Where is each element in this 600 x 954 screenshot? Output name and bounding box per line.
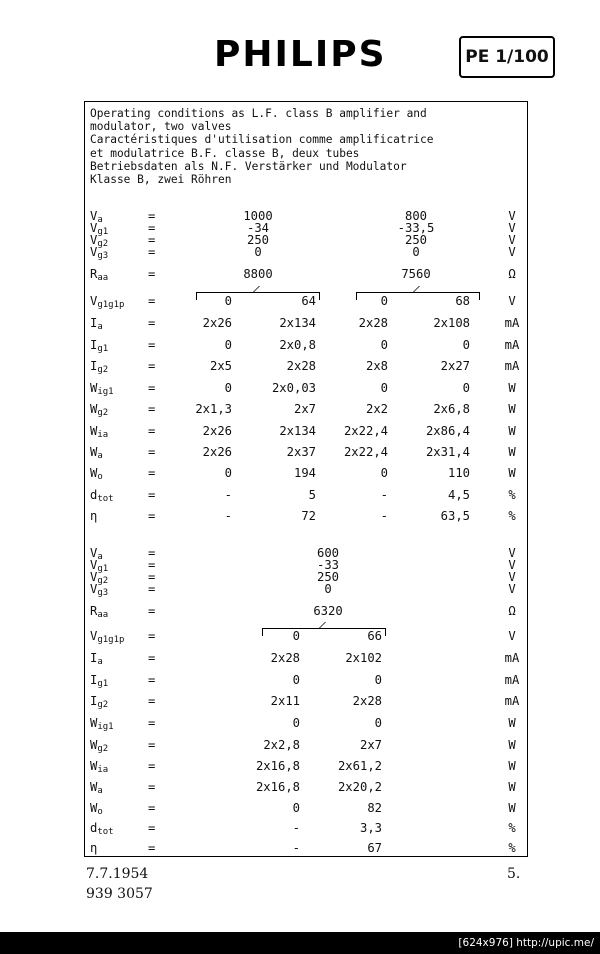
symbol-letter: V [90,558,98,572]
symbol-subscript: o [97,472,103,482]
symbol-subscript: g2 [97,365,109,375]
value-col-1: 2x11 [270,694,300,708]
value-col-2: 66 [367,629,382,643]
unit-label: W [508,801,516,815]
symbol-subscript: o [97,807,103,817]
symbol-letter: W [90,402,98,416]
symbol-letter: W [90,759,98,773]
value-col-2: 2x61,2 [337,759,382,773]
equals-sign: = [148,233,156,247]
symbol-letter: d [90,821,98,835]
parameter-symbol [90,648,134,672]
value-col-3: - [380,488,388,502]
value-col-2: 2x134 [279,316,316,330]
equals-sign: = [148,546,156,560]
symbol-subscript: ig1 [97,722,114,732]
value-col-2: 3,3 [359,821,382,835]
equals-sign: = [148,466,156,480]
supply-row [0,264,600,284]
unit-label: % [508,509,516,523]
parameter-symbol [90,691,134,715]
value-col-1: 0 [324,582,332,596]
supply-row [0,601,600,621]
data-row [0,399,600,419]
unit-label: V [508,546,516,560]
equals-sign: = [148,402,156,416]
value-col-2: 2x0,03 [271,381,316,395]
value-col-2: 250 [404,233,427,247]
unit-label: W [508,738,516,752]
equals-sign: = [148,821,156,835]
intro-line: modulator, two valves [90,120,232,134]
value-col-1: 250 [316,570,339,584]
symbol-subscript: a [97,215,103,225]
symbol-letter: W [90,738,98,752]
value-col-1: 0 [254,245,262,259]
data-row [0,378,600,398]
value-col-2: 2x7 [359,738,382,752]
value-col-4: 2x86,4 [425,424,470,438]
equals-sign: = [148,759,156,773]
symbol-subscript: a [97,451,103,461]
unit-label: % [508,841,516,855]
symbol-letter: V [90,582,98,596]
unit-label: V [508,582,516,596]
unit-label: mA [504,359,520,373]
intro-line: Caractéristiques d'utilisation comme amplificatrice [90,133,434,147]
value-col-2: 82 [367,801,382,815]
value-col-4: 0 [462,338,470,352]
value-col-2: 194 [293,466,316,480]
equals-sign: = [148,582,156,596]
value-col-2: 67 [367,841,382,855]
value-col-3: 2x22,4 [343,424,388,438]
symbol-letter: V [90,233,98,247]
equals-sign: = [148,651,156,665]
symbol-letter: V [90,629,98,643]
supply-row [0,242,600,262]
unit-label: W [508,780,516,794]
symbol-letter: W [90,381,98,395]
value-col-2: 800 [404,209,427,223]
symbol-subscript: aa [97,273,109,283]
symbol-subscript: g1g1p [97,635,125,645]
value-col-1: 2x26 [202,424,232,438]
symbol-letter: I [90,673,98,687]
data-row [0,485,600,505]
footer-doc-number: 939 3057 [86,886,153,902]
symbol-subscript: ia [97,430,109,440]
value-col-1: 2x1,3 [195,402,232,416]
unit-label: W [508,424,516,438]
symbol-subscript: tot [97,827,114,837]
value-col-4: 2x6,8 [433,402,470,416]
data-row [0,818,600,838]
data-row [0,313,600,333]
unit-label: mA [504,316,520,330]
symbol-letter: W [90,716,98,730]
intro-line: Klasse B, zwei Röhren [90,173,232,187]
symbol-subscript: g2 [97,239,109,249]
value-col-1: 0 [292,801,300,815]
equals-sign: = [148,424,156,438]
symbol-subscript: ig1 [97,387,114,397]
symbol-subscript: g2 [97,576,109,586]
symbol-letter: R [90,267,98,281]
value-col-2: 2x134 [279,424,316,438]
equals-sign: = [148,673,156,687]
value-col-1: 0 [224,381,232,395]
equals-sign: = [148,801,156,815]
unit-label: % [508,821,516,835]
unit-label: W [508,402,516,416]
symbol-subscript: g2 [97,700,109,710]
value-col-3: 2x8 [365,359,388,373]
value-col-3: 0 [380,466,388,480]
value-col-2: 7560 [401,267,431,281]
value-col-2: -33,5 [397,221,435,235]
value-col-2: 64 [301,294,316,308]
parameter-symbol [90,713,134,737]
unit-label: mA [504,673,520,687]
equals-sign: = [148,780,156,794]
unit-label: Ω [508,267,516,281]
value-col-1: 2x26 [202,445,232,459]
value-col-4: 2x27 [440,359,470,373]
value-col-1: 6320 [313,604,343,618]
equals-sign: = [148,338,156,352]
symbol-letter: V [90,221,98,235]
value-col-1: 0 [224,338,232,352]
symbol-subscript: a [97,322,103,332]
value-col-1: -33 [316,558,339,572]
data-row [0,777,600,797]
image-host-stamp: [624x976] http://upic.me/ [0,932,600,954]
symbol-subscript: g1g1p [97,300,125,310]
data-row [0,713,600,733]
value-col-2: 2x20,2 [337,780,382,794]
symbol-letter: W [90,445,98,459]
unit-label: V [508,570,516,584]
value-col-2: 2x37 [286,445,316,459]
value-col-3: - [380,509,388,523]
data-row [0,442,600,462]
data-row [0,291,600,311]
symbol-subscript: a [97,786,103,796]
unit-label: mA [504,694,520,708]
unit-label: mA [504,651,520,665]
symbol-subscript: g1 [97,227,109,237]
parameter-symbol [90,838,134,862]
unit-label: W [508,466,516,480]
value-col-1: - [292,821,300,835]
value-col-3: 2x2 [365,402,388,416]
parameter-symbol [90,356,134,380]
value-col-4: 2x31,4 [425,445,470,459]
data-row [0,421,600,441]
data-row [0,648,600,668]
symbol-letter: W [90,466,98,480]
value-col-3: 0 [380,381,388,395]
unit-label: V [508,629,516,643]
symbol-subscript: a [97,657,103,667]
symbol-letter: V [90,546,98,560]
value-col-2: 2x28 [286,359,316,373]
data-row [0,626,600,646]
equals-sign: = [148,488,156,502]
unit-label: % [508,488,516,502]
value-col-4: 4,5 [447,488,470,502]
value-col-4: 110 [447,466,470,480]
parameter-symbol [90,264,134,288]
value-col-1: 0 [292,716,300,730]
data-row [0,756,600,776]
value-col-4: 63,5 [440,509,470,523]
value-col-3: 2x28 [358,316,388,330]
equals-sign: = [148,294,156,308]
parameter-symbol [90,626,134,650]
symbol-letter: R [90,604,98,618]
footer-page-number: 5. [507,866,521,882]
value-col-1: 2x28 [270,651,300,665]
parameter-symbol [90,579,134,603]
supply-row [0,579,600,599]
value-col-1: 8800 [243,267,273,281]
symbol-letter: V [90,294,98,308]
equals-sign: = [148,445,156,459]
symbol-subscript: g1 [97,344,109,354]
symbol-subscript: g1 [97,564,109,574]
equals-sign: = [148,509,156,523]
philips-logo: PHILIPS [214,34,387,75]
parameter-symbol [90,242,134,266]
data-row [0,691,600,711]
value-col-2: 0 [412,245,420,259]
data-row [0,670,600,690]
footer-date: 7.7.1954 [86,866,149,882]
equals-sign: = [148,381,156,395]
symbol-letter: W [90,424,98,438]
symbol-letter: W [90,780,98,794]
value-col-3: 0 [380,294,388,308]
equals-sign: = [148,316,156,330]
value-col-2: 72 [301,509,316,523]
symbol-letter: I [90,338,98,352]
equals-sign: = [148,359,156,373]
symbol-subscript: g2 [97,744,109,754]
equals-sign: = [148,558,156,572]
value-col-1: 1000 [243,209,273,223]
value-col-1: 2x26 [202,316,232,330]
data-row [0,838,600,858]
symbol-subscript: aa [97,610,109,620]
value-col-1: -34 [246,221,269,235]
value-col-2: 0 [374,716,382,730]
value-col-4: 68 [455,294,470,308]
value-col-3: 0 [380,338,388,352]
symbol-subscript: a [97,552,103,562]
symbol-letter: V [90,245,98,259]
equals-sign: = [148,604,156,618]
symbol-subscript: g3 [97,251,109,261]
value-col-1: - [292,841,300,855]
unit-label: mA [504,338,520,352]
data-row [0,735,600,755]
value-col-2: 5 [308,488,316,502]
value-col-4: 2x108 [433,316,470,330]
symbol-letter: I [90,651,98,665]
equals-sign: = [148,629,156,643]
data-row [0,335,600,355]
unit-label: V [508,233,516,247]
value-col-1: 2x16,8 [255,780,300,794]
value-col-4: 0 [462,381,470,395]
unit-label: V [508,558,516,572]
value-col-2: 2x102 [345,651,382,665]
equals-sign: = [148,570,156,584]
equals-sign: = [148,221,156,235]
unit-label: W [508,759,516,773]
parameter-symbol [90,291,134,315]
unit-label: W [508,445,516,459]
symbol-letter: η [90,509,98,523]
data-row [0,463,600,483]
symbol-letter: W [90,801,98,815]
value-col-2: 0 [374,673,382,687]
parameter-symbol [90,506,134,530]
value-col-1: 250 [246,233,269,247]
intro-line: et modulatrice B.F. classe B, deux tubes [90,146,360,160]
symbol-letter: I [90,694,98,708]
value-col-1: 2x2,8 [263,738,300,752]
equals-sign: = [148,245,156,259]
symbol-subscript: ia [97,765,109,775]
unit-label: W [508,716,516,730]
symbol-subscript: g2 [97,408,109,418]
intro-line: Betriebsdaten als N.F. Verstärker und Modulator [90,159,407,173]
unit-label: V [508,221,516,235]
equals-sign: = [148,716,156,730]
unit-label: V [508,209,516,223]
equals-sign: = [148,738,156,752]
value-col-1: 0 [224,466,232,480]
symbol-letter: η [90,841,98,855]
symbol-letter: I [90,359,98,373]
symbol-letter: V [90,570,98,584]
value-col-1: 0 [292,673,300,687]
unit-label: V [508,245,516,259]
intro-text [90,107,526,186]
parameter-symbol [90,463,134,487]
value-col-1: - [224,509,232,523]
intro-line: Operating conditions as L.F. class B amplifier and [90,107,427,120]
parameter-symbol [90,601,134,625]
symbol-subscript: tot [97,494,114,504]
unit-label: V [508,294,516,308]
value-col-3: 2x22,4 [343,445,388,459]
parameter-symbol [90,313,134,337]
symbol-letter: I [90,316,98,330]
value-col-2: 2x0,8 [279,338,316,352]
symbol-subscript: g3 [97,588,109,598]
symbol-letter: d [90,488,98,502]
data-row [0,356,600,376]
symbol-letter: V [90,209,98,223]
value-col-2: 2x28 [352,694,382,708]
value-col-1: 2x16,8 [255,759,300,773]
equals-sign: = [148,209,156,223]
value-col-1: - [224,488,232,502]
data-row [0,506,600,526]
value-col-1: 0 [292,629,300,643]
document-code: PE 1/100 [459,36,555,78]
unit-label: W [508,381,516,395]
unit-label: Ω [508,604,516,618]
symbol-subscript: g1 [97,679,109,689]
value-col-1: 600 [316,546,339,560]
parameter-symbol [90,399,134,423]
value-col-1: 2x5 [209,359,232,373]
equals-sign: = [148,694,156,708]
equals-sign: = [148,267,156,281]
data-row [0,798,600,818]
value-col-2: 2x7 [293,402,316,416]
equals-sign: = [148,841,156,855]
value-col-1: 0 [224,294,232,308]
